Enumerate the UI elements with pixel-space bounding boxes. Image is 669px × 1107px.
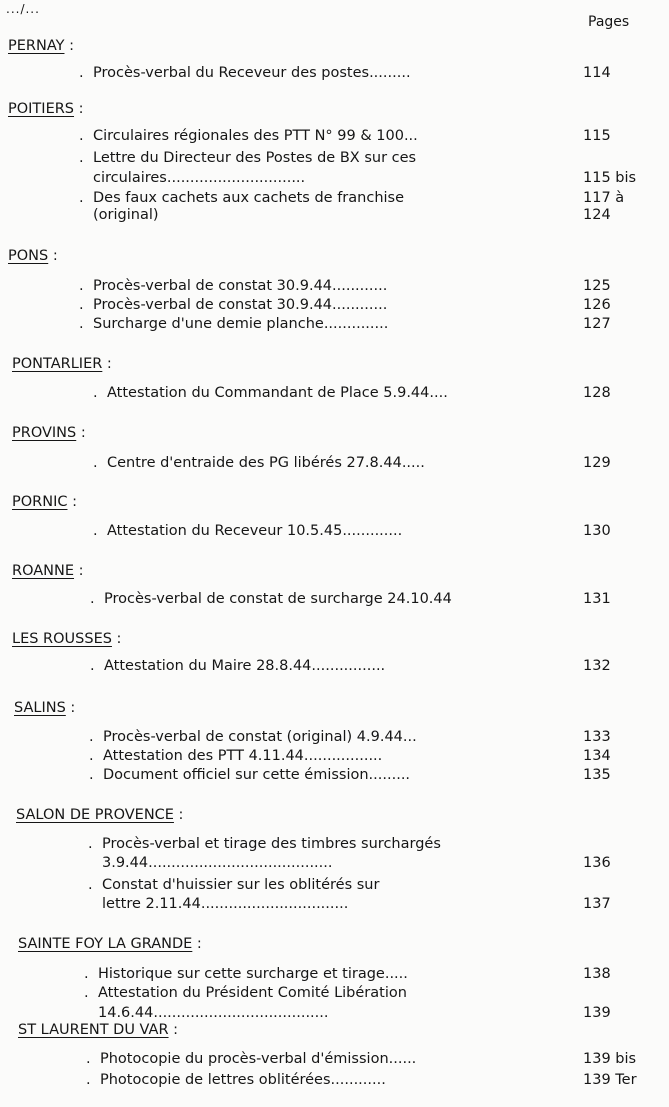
section-heading-name: SALINS <box>14 700 66 716</box>
section-heading-name: ST LAURENT DU VAR <box>18 1022 169 1038</box>
section-heading-name: POITIERS <box>8 101 75 117</box>
section-heading-colon: : <box>74 101 84 117</box>
page-number: 139 <box>583 1005 611 1021</box>
section-heading-colon: : <box>64 38 74 54</box>
entry-text: Procès-verbal de constat de surcharge 24.10.44 <box>104 591 452 607</box>
section-heading <box>14 700 75 716</box>
entry-text: Surcharge d'une demie planche.............. <box>93 316 389 332</box>
page-number: 139 Ter <box>583 1072 637 1088</box>
section-heading-name: ROANNE <box>12 563 75 579</box>
page-number: 114 <box>583 65 611 81</box>
section-heading-colon: : <box>65 700 76 716</box>
section-heading-name: PERNAY <box>8 38 65 54</box>
list-bullet: . <box>79 297 84 313</box>
list-bullet: . <box>86 1051 91 1067</box>
entry-text: Lettre du Directeur des Postes de BX sur ces <box>93 150 417 166</box>
entry-text: Attestation du Président Comité Libération <box>98 985 407 1001</box>
section-heading <box>12 563 84 579</box>
section-heading-colon: : <box>67 494 77 510</box>
entry-text: Centre d'entraide des PG libérés 27.8.44..... <box>107 455 425 471</box>
entry-text: Attestation du Commandant de Place 5.9.44.... <box>107 385 448 401</box>
entry-text: Procès-verbal de constat 30.9.44............ <box>93 297 388 313</box>
list-bullet: . <box>88 836 93 852</box>
page-number: 125 <box>583 278 611 294</box>
list-bullet: . <box>79 278 84 294</box>
entry-text: Attestation du Receveur 10.5.45............. <box>107 523 403 539</box>
list-bullet: . <box>79 150 84 166</box>
list-bullet: . <box>79 316 84 332</box>
entry-text: Circulaires régionales des PTT N° 99 & 100... <box>93 128 418 144</box>
section-heading-colon: : <box>192 936 202 952</box>
section-heading <box>18 936 202 952</box>
section-heading-name: PORNIC <box>12 494 68 510</box>
page-number: 132 <box>583 658 611 674</box>
page-number: 126 <box>583 297 611 313</box>
section-heading <box>12 356 112 372</box>
section-heading-name: SAINTE FOY LA GRANDE <box>18 936 193 952</box>
page-number: 137 <box>583 896 611 912</box>
section-heading <box>16 807 183 823</box>
page-number: 127 <box>583 316 611 332</box>
list-bullet: . <box>89 767 94 783</box>
section-heading-name: PONTARLIER <box>12 356 103 372</box>
entry-text: Attestation du Maire 28.8.44................ <box>104 658 386 674</box>
section-heading-name: LES ROUSSES <box>12 631 112 647</box>
entry-text: Constat d'huissier sur les oblitérés sur <box>102 877 380 893</box>
page-number: 133 <box>583 729 611 745</box>
section-heading-colon: : <box>48 248 58 264</box>
section-heading <box>18 1022 178 1038</box>
section-heading <box>8 38 74 54</box>
list-bullet: . <box>79 190 84 206</box>
list-bullet: . <box>93 385 98 401</box>
section-heading-colon: : <box>102 356 112 372</box>
page-number: 115 bis <box>583 170 637 186</box>
page-number: 115 <box>583 128 611 144</box>
page-number: 135 <box>583 767 611 783</box>
entry-text: Photocopie du procès-verbal d'émission...... <box>100 1051 417 1067</box>
list-bullet: . <box>89 729 94 745</box>
entry-text: Procès-verbal de constat (original) 4.9.44... <box>103 729 417 745</box>
page-number: 136 <box>583 855 611 871</box>
page-number: 130 <box>583 523 611 539</box>
list-bullet: . <box>84 966 89 982</box>
section-heading-colon: : <box>76 425 86 441</box>
list-bullet: . <box>89 748 94 764</box>
section-heading-colon: : <box>173 807 184 823</box>
entry-text: Procès-verbal et tirage des timbres surchargés <box>102 836 441 852</box>
section-heading-colon: : <box>74 563 84 579</box>
entry-text: Historique sur cette surcharge et tirage..... <box>98 966 408 982</box>
list-bullet: . <box>90 591 95 607</box>
list-bullet: . <box>90 658 95 674</box>
section-heading <box>12 631 121 647</box>
section-heading <box>12 494 77 510</box>
entry-text: Procès-verbal du Receveur des postes......... <box>93 65 411 81</box>
entry-text: 14.6.44...................................... <box>98 1005 329 1021</box>
entry-text: Des faux cachets aux cachets de franchise <box>93 190 405 206</box>
entry-text: Procès-verbal de constat 30.9.44............ <box>93 278 388 294</box>
section-heading <box>12 425 86 441</box>
section-heading <box>8 248 58 264</box>
list-bullet: . <box>93 455 98 471</box>
section-heading <box>8 101 84 117</box>
continuation-marker: .../... <box>6 2 40 16</box>
page-number: 131 <box>583 591 611 607</box>
page-number: 128 <box>583 385 611 401</box>
pages-column-header: Pages <box>588 14 630 30</box>
entry-text: Attestation des PTT 4.11.44................. <box>103 748 383 764</box>
page-number: 117 à <box>583 190 625 206</box>
entry-text: Photocopie de lettres oblitérées............ <box>100 1072 386 1088</box>
page-number: 134 <box>583 748 611 764</box>
section-heading-colon: : <box>111 631 122 647</box>
page-number: 139 bis <box>583 1051 637 1067</box>
entry-text: (original) <box>93 207 159 223</box>
entry-text: Document officiel sur cette émission......... <box>103 767 411 783</box>
list-bullet: . <box>93 523 98 539</box>
entry-text: 3.9.44........................................ <box>102 855 333 871</box>
list-bullet: . <box>79 65 84 81</box>
page-number: 129 <box>583 455 611 471</box>
entry-text: lettre 2.11.44................................ <box>102 896 349 912</box>
list-bullet: . <box>79 128 84 144</box>
section-heading-name: PROVINS <box>12 425 77 441</box>
section-heading-name: SALON DE PROVENCE <box>16 807 174 823</box>
page-number: 138 <box>583 966 611 982</box>
list-bullet: . <box>88 877 93 893</box>
section-heading-name: PONS <box>8 248 49 264</box>
entry-text: circulaires.............................. <box>93 170 306 186</box>
section-heading-colon: : <box>168 1022 179 1038</box>
list-bullet: . <box>86 1072 91 1088</box>
list-bullet: . <box>84 985 89 1001</box>
page-number: 124 <box>583 207 611 223</box>
